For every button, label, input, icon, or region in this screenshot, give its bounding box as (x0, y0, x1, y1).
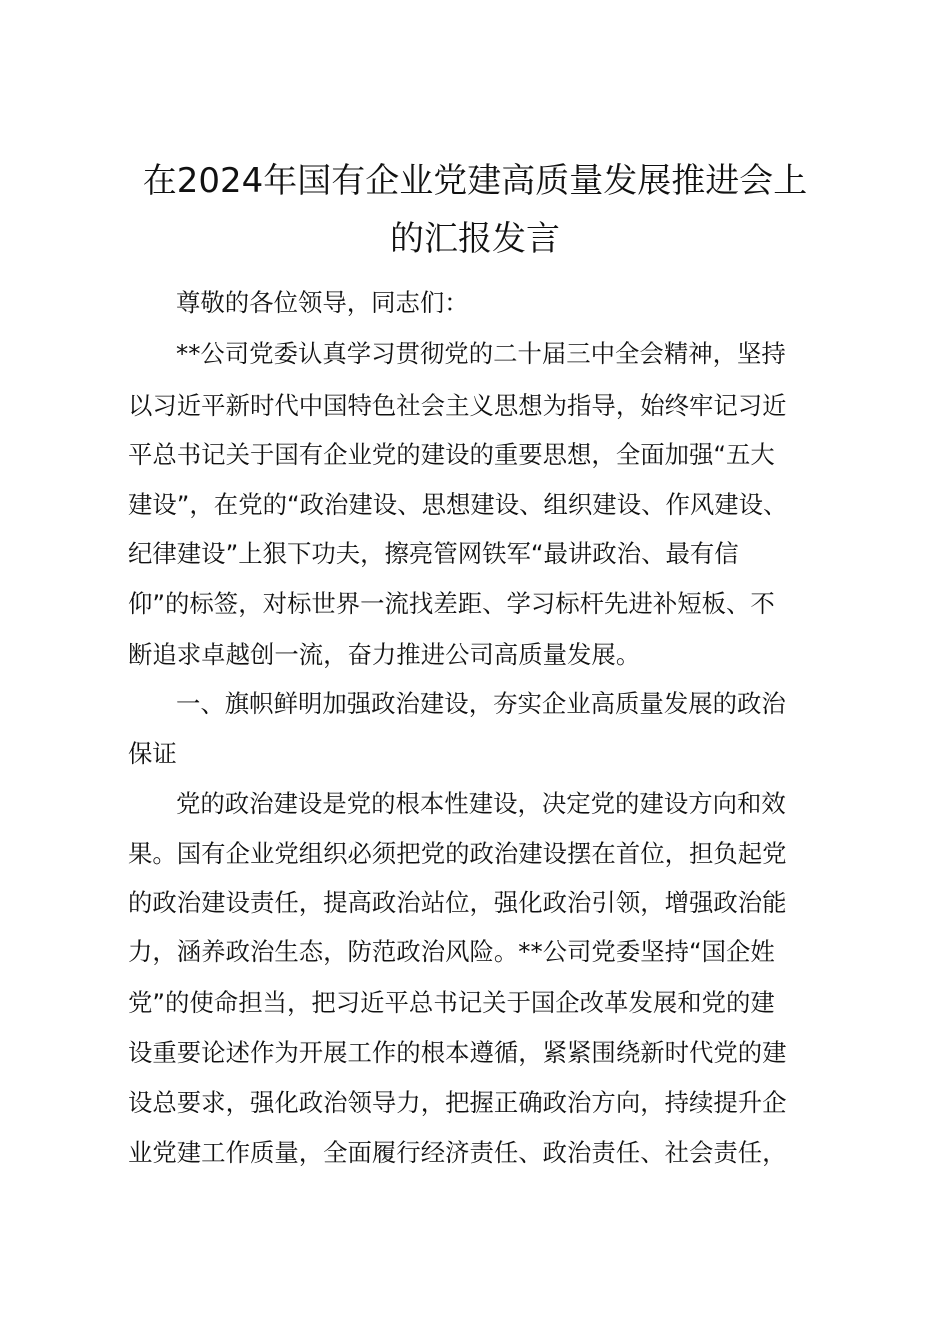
paragraph-line: 党的政治建设是党的根本性建设，决定党的建设方向和效 (176, 789, 786, 818)
section-heading-line: 保证 (128, 739, 177, 768)
paragraph-line: 纪律建设”上狠下功夫，擦亮管网铁军“最讲政治、最有信 (128, 539, 739, 568)
paragraph-line: 以习近平新时代中国特色社会主义思想为指导，始终牢记习近 (128, 391, 787, 420)
paragraph-line: 断追求卓越创一流，奋力推进公司高质量发展。 (128, 640, 641, 669)
paragraph-line: 力，涵养政治生态，防范政治风险。**公司党委坚持“国企姓 (128, 937, 775, 966)
paragraph-line: 党”的使命担当，把习近平总书记关于国企改革发展和党的建 (128, 988, 775, 1017)
salutation: 尊敬的各位领导，同志们： (176, 288, 469, 317)
document-title (110, 152, 840, 268)
paragraph-line: 业党建工作质量，全面履行经济责任、政治责任、社会责任， (128, 1138, 787, 1167)
paragraph-line: 仰”的标签，对标世界一流找差距、学习标杆先进补短板、不 (128, 589, 775, 618)
paragraph-line: **公司党委认真学习贯彻党的二十届三中全会精神，坚持 (176, 339, 786, 368)
paragraph-line: 平总书记关于国有企业党的建设的重要思想，全面加强“五大 (128, 440, 775, 469)
title-line-1: 在2024年国有企业党建高质量发展推进会上 (142, 161, 808, 201)
paragraph-line: 建设”，在党的“政治建设、思想建设、组织建设、作风建设、 (128, 490, 788, 519)
section-heading-line: 一、旗帜鲜明加强政治建设，夯实企业高质量发展的政治 (176, 689, 786, 718)
paragraph-line: 设重要论述作为开展工作的根本遵循，紧紧围绕新时代党的建 (128, 1038, 787, 1067)
paragraph-line: 的政治建设责任，提高政治站位，强化政治引领，增强政治能 (128, 888, 787, 917)
title-line-2: 的汇报发言 (390, 219, 560, 259)
paragraph-line: 设总要求，强化政治领导力，把握正确政治方向，持续提升企 (128, 1088, 787, 1117)
paragraph-line: 果。国有企业党组织必须把党的政治建设摆在首位，担负起党 (128, 839, 787, 868)
